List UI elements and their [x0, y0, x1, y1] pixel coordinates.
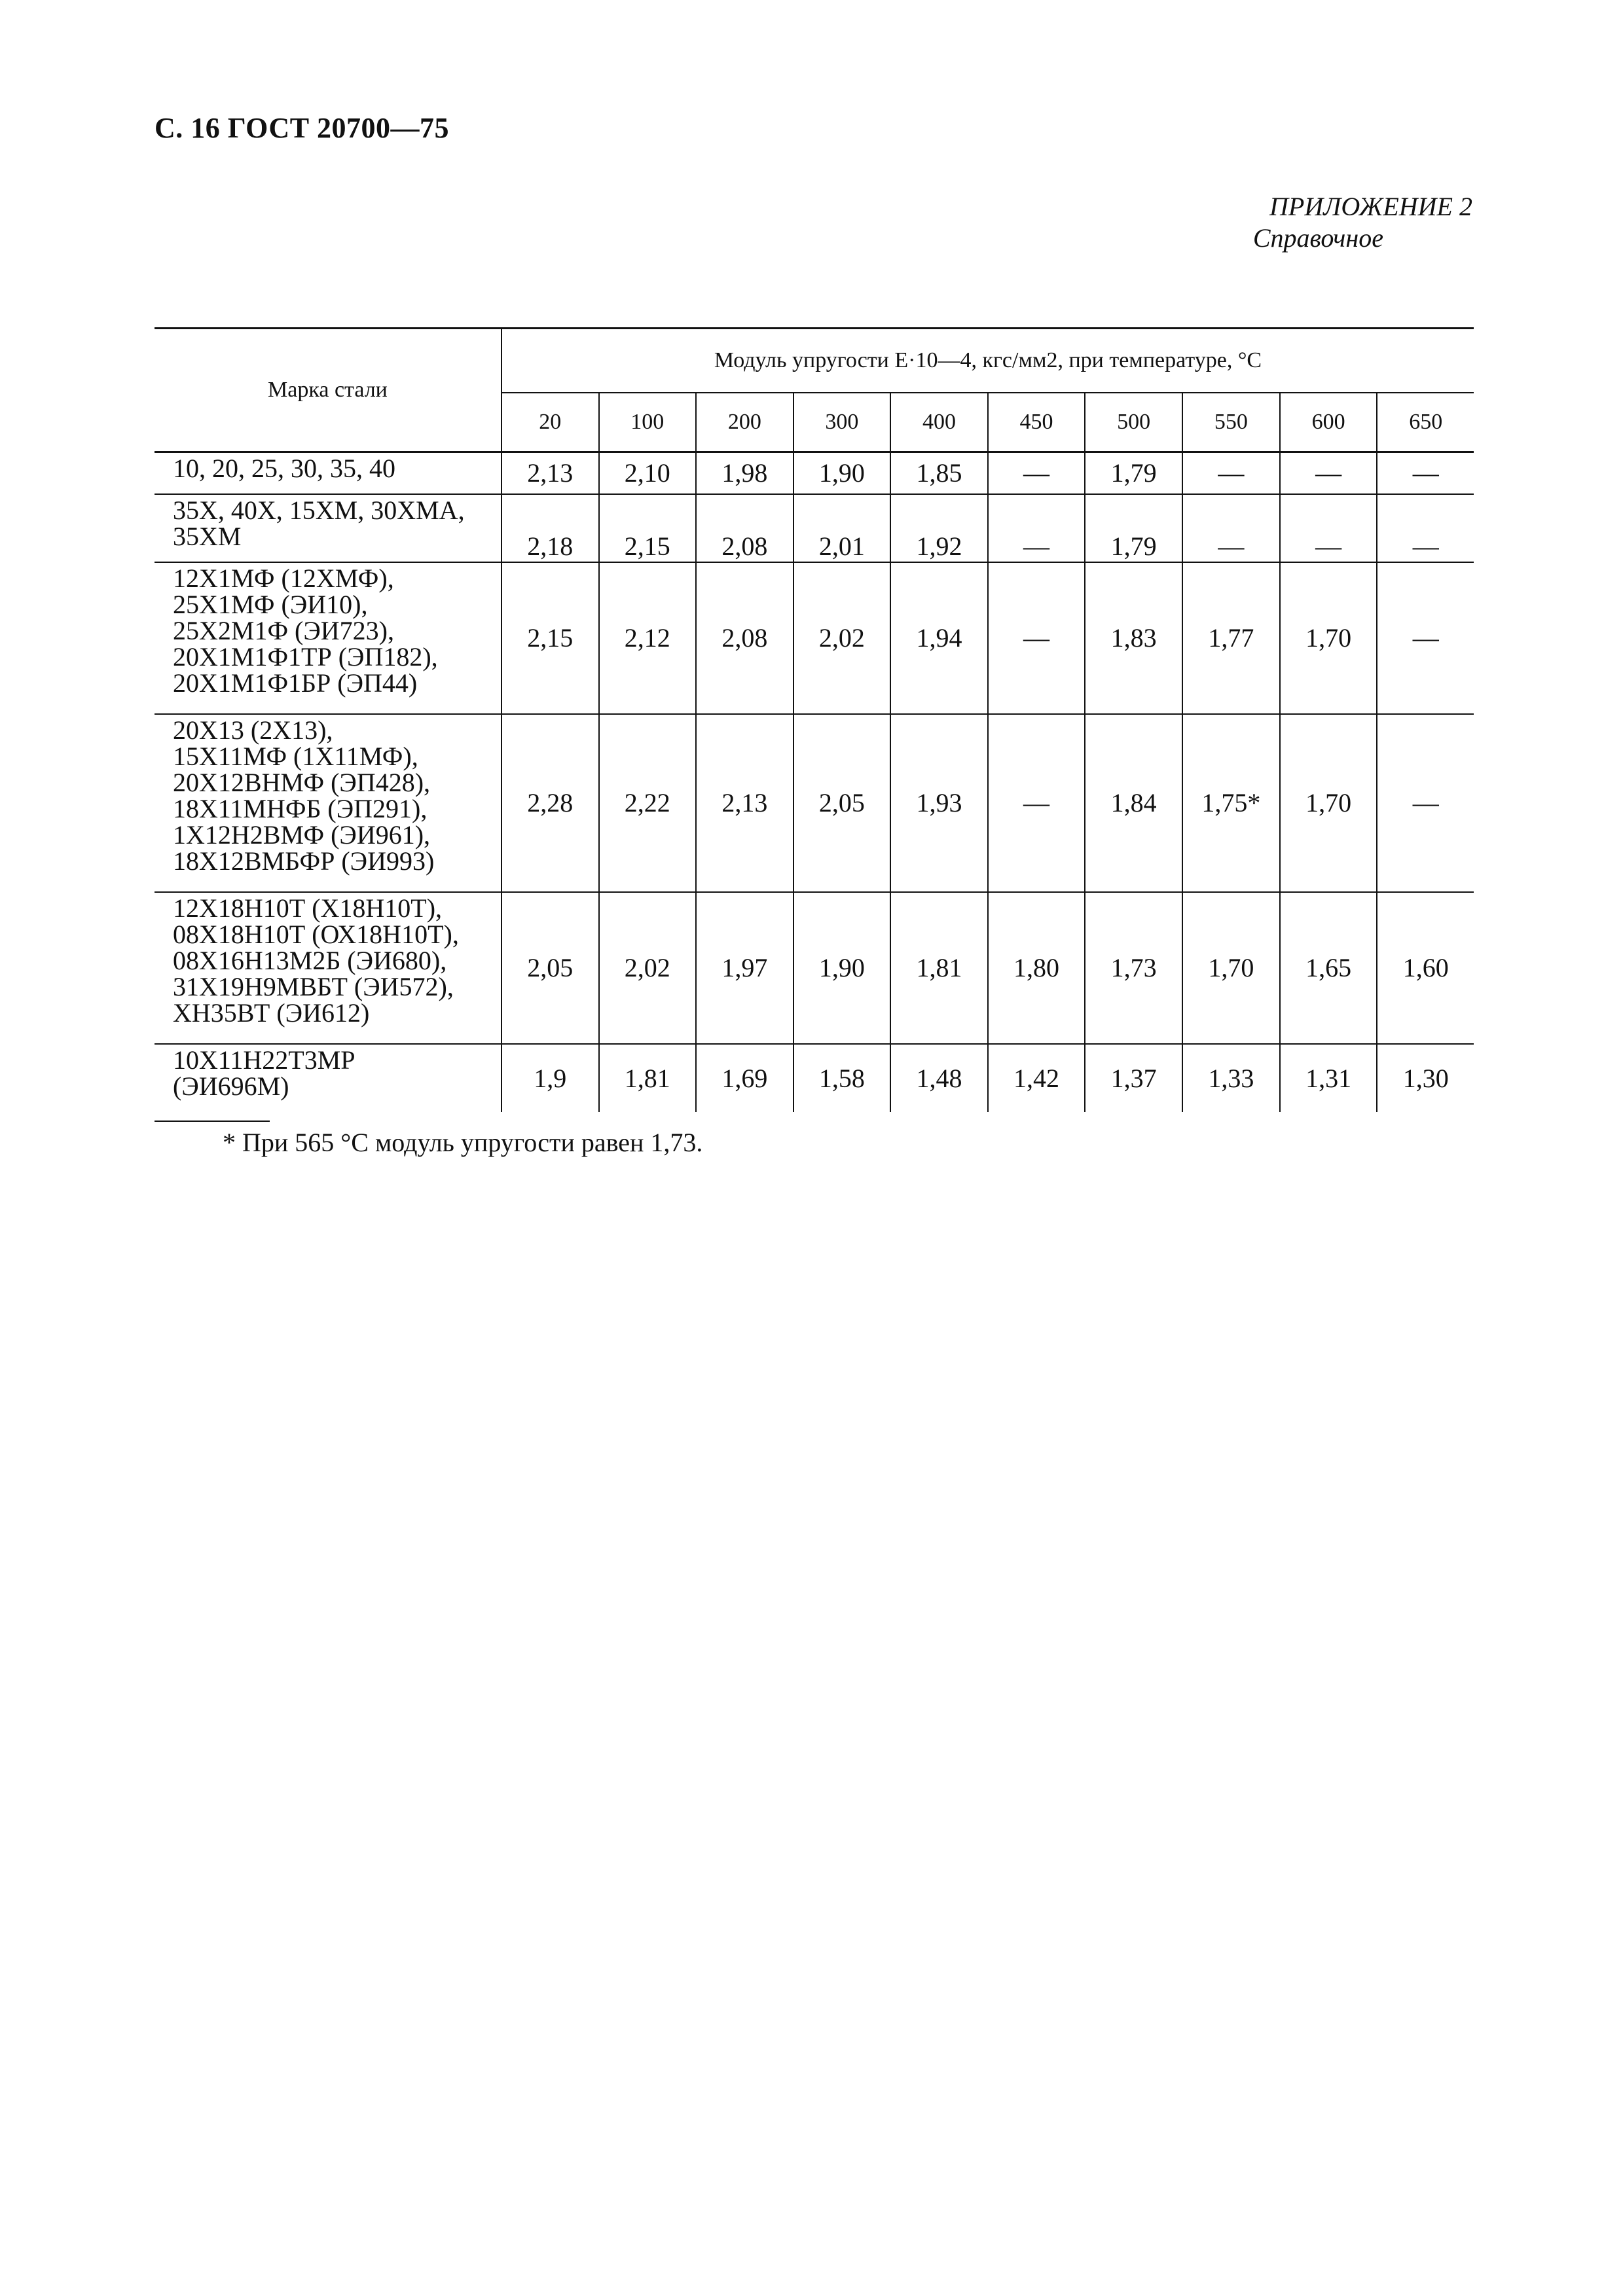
modulus-value-cell: —	[1280, 494, 1377, 562]
steel-grade-line: 18Х11МНФБ (ЭП291),	[173, 793, 428, 823]
modulus-value-cell: 1,48	[890, 1044, 988, 1112]
appendix-label	[1253, 191, 1472, 254]
modulus-value-cell: 1,33	[1182, 1044, 1280, 1112]
steel-grade-line: 20Х1М1Ф1БР (ЭП44)	[173, 668, 418, 698]
steel-grade-line: 18Х12ВМБФР (ЭИ993)	[173, 846, 435, 876]
steel-grade-line: 15Х11МФ (1Х11МФ),	[173, 741, 418, 771]
modulus-value-cell: 1,92	[890, 494, 988, 562]
steel-grade-line: 25Х1МФ (ЭИ10),	[173, 589, 368, 619]
steel-grade-cell	[155, 494, 501, 562]
modulus-value-cell: —	[988, 562, 1085, 714]
steel-grade-cell	[155, 714, 501, 892]
modulus-value-cell: 1,80	[988, 892, 1085, 1044]
temperature-header: 20	[501, 393, 599, 452]
modulus-value-cell: 1,77	[1182, 562, 1280, 714]
modulus-value-cell: 1,70	[1280, 714, 1377, 892]
temperature-header: 300	[793, 393, 891, 452]
modulus-value-cell: 1,42	[988, 1044, 1085, 1112]
modulus-value-cell: 1,81	[890, 892, 988, 1044]
table-row	[155, 494, 1474, 562]
modulus-header: Модуль упругости E·10—4, кгс/мм2, при температуре, °С	[501, 329, 1474, 393]
modulus-value-cell: 1,65	[1280, 892, 1377, 1044]
modulus-value-cell: 1,30	[1402, 1063, 1449, 1093]
modulus-value-cell: 1,84	[1085, 714, 1182, 892]
modulus-value-cell: —	[1280, 452, 1377, 494]
table-body	[155, 452, 1474, 1112]
steel-grade-line: 08Х18Н10Т (ОХ18Н10Т),	[173, 919, 459, 949]
modulus-value-cell: 1,58	[793, 1044, 891, 1112]
modulus-value-cell: 2,15	[501, 562, 599, 714]
modulus-value-cell: 1,69	[696, 1044, 793, 1112]
page-header: С. 16 ГОСТ 20700—75	[155, 112, 450, 144]
modulus-value-cell: 1,90	[793, 452, 891, 494]
modulus-value-cell: —	[1182, 494, 1280, 562]
steel-grade-line: (ЭИ696М)	[173, 1071, 289, 1101]
footnote-divider	[155, 1121, 270, 1122]
modulus-value-cell: —	[1377, 562, 1474, 714]
temperature-header: 450	[988, 393, 1085, 452]
modulus-value-cell: 2,15	[599, 494, 697, 562]
steel-grade-line: 35ХМ	[173, 521, 242, 551]
modulus-value-cell: 2,28	[501, 714, 599, 892]
temperature-header: 500	[1085, 393, 1182, 452]
modulus-value-cell: 1,70	[1280, 562, 1377, 714]
modulus-value-cell: —	[1377, 452, 1474, 494]
modulus-value-cell: 2,01	[793, 494, 891, 562]
temperature-header: 200	[696, 393, 793, 452]
table-row	[155, 714, 1474, 892]
modulus-value-cell: —	[1182, 452, 1280, 494]
modulus-value-cell: 1,81	[599, 1044, 697, 1112]
modulus-value-cell: 1,79	[1085, 452, 1182, 494]
modulus-value-cell: 2,12	[599, 562, 697, 714]
steel-grade-line: 25Х2М1Ф (ЭИ723),	[173, 615, 394, 645]
modulus-value-cell: 1,70	[1182, 892, 1280, 1044]
modulus-value-cell: 1,85	[890, 452, 988, 494]
steel-grade-line: 08Х16Н13М2Б (ЭИ680),	[173, 945, 447, 975]
modulus-value-cell: —	[988, 714, 1085, 892]
appendix-subtitle: Справочное	[1252, 223, 1383, 253]
steel-grade-line: 20Х12ВНМФ (ЭП428),	[173, 767, 431, 797]
temperature-header: 400	[890, 393, 988, 452]
appendix-title: ПРИЛОЖЕНИЕ 2	[1269, 192, 1472, 221]
table-row	[155, 1044, 1474, 1112]
modulus-value-cell: 1,97	[696, 892, 793, 1044]
modulus-value-cell: 1,94	[890, 562, 988, 714]
table-row	[155, 892, 1474, 1044]
temperature-header: 550	[1182, 393, 1280, 452]
modulus-value-cell: 2,05	[501, 892, 599, 1044]
steel-grade-cell	[155, 892, 501, 1044]
modulus-value-cell: —	[988, 494, 1085, 562]
steel-grade-cell	[155, 1044, 501, 1112]
modulus-value-cell: 1,9	[501, 1044, 599, 1112]
steel-grade-line: 10, 20, 25, 30, 35, 40	[173, 454, 395, 483]
temperature-header: 650	[1377, 393, 1474, 452]
modulus-value-cell: 1,98	[696, 452, 793, 494]
steel-grade-line: ХН35ВТ (ЭИ612)	[173, 997, 370, 1028]
steel-grade-line: 10Х11Н22Т3МР	[173, 1045, 356, 1075]
modulus-value-cell: 1,31	[1280, 1044, 1377, 1112]
steel-grade-cell	[155, 452, 501, 494]
modulus-value-cell: 2,18	[501, 494, 599, 562]
modulus-value-cell: —	[988, 452, 1085, 494]
modulus-value-cell: 1,93	[890, 714, 988, 892]
modulus-value-cell: —	[1377, 714, 1474, 892]
modulus-value-cell: 1,75*	[1182, 714, 1280, 892]
modulus-value-cell: 2,08	[696, 562, 793, 714]
modulus-value-cell: 1,79	[1085, 494, 1182, 562]
steel-grade-line: 12Х1МФ (12ХМФ),	[173, 563, 394, 593]
temperature-header: 100	[599, 393, 697, 452]
modulus-value-cell: 2,08	[696, 494, 793, 562]
modulus-value-cell: 1,90	[793, 892, 891, 1044]
steel-grade-line: 20Х13 (2Х13),	[173, 715, 333, 745]
modulus-value-cell: 2,13	[501, 452, 599, 494]
steel-grade-line: 20Х1М1Ф1ТР (ЭП182),	[173, 641, 438, 672]
modulus-value-cell: 2,05	[793, 714, 891, 892]
steel-grade-cell	[155, 562, 501, 714]
table-row	[155, 452, 1474, 494]
footnote: * При 565 °С модуль упругости равен 1,73.	[223, 1128, 703, 1157]
table-row	[155, 562, 1474, 714]
modulus-value-cell: 1,73	[1085, 892, 1182, 1044]
steel-grade-line: 31Х19Н9МВБТ (ЭИ572),	[173, 971, 454, 1001]
modulus-value-cell: 2,10	[599, 452, 697, 494]
modulus-value-cell: 1,37	[1085, 1044, 1182, 1112]
modulus-value-cell: 2,02	[793, 562, 891, 714]
steel-grade-line: 12Х18Н10Т (Х18Н10Т),	[173, 893, 443, 923]
temperature-header: 600	[1280, 393, 1377, 452]
modulus-value-cell: 1,60	[1377, 892, 1474, 1044]
elastic-modulus-table	[155, 327, 1474, 1112]
modulus-value-cell: 2,22	[599, 714, 697, 892]
modulus-value-cell: —	[1377, 494, 1474, 562]
modulus-value-cell: 2,13	[696, 714, 793, 892]
modulus-value-cell: 1,83	[1085, 562, 1182, 714]
steel-grade-line: 1Х12Н2ВМФ (ЭИ961),	[173, 819, 431, 850]
modulus-value-cell: 2,02	[599, 892, 697, 1044]
steel-grade-line: 35Х, 40Х, 15ХМ, 30ХМА,	[173, 495, 465, 525]
steel-grade-header: Марка стали	[155, 329, 501, 452]
